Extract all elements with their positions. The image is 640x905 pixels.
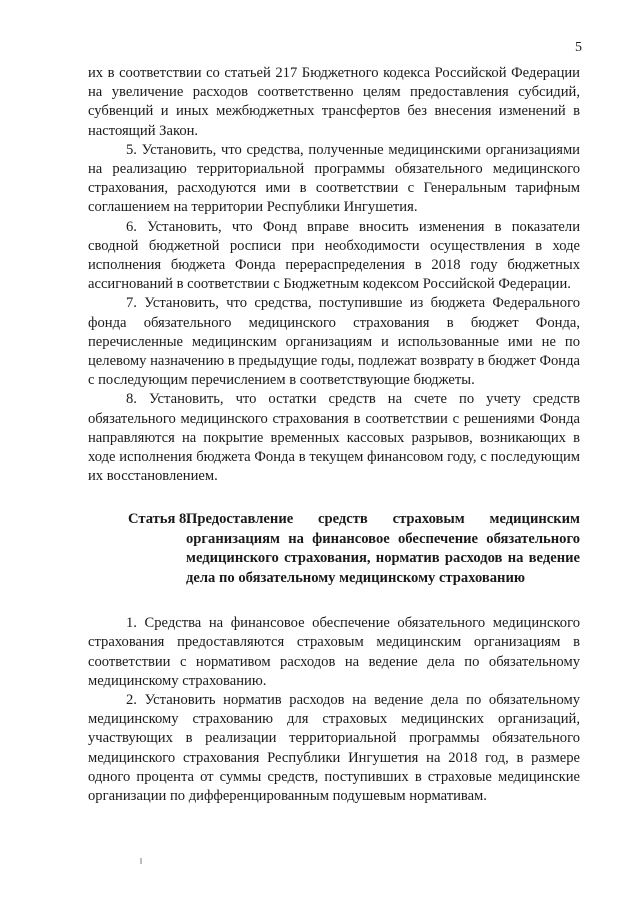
document-body — [88, 64, 580, 806]
paragraph-item-6: 6. Установить, что Фонд вправе вносить изменения в показатели сводной бюджетной росписи при необходимости осуществления в ходе исполнения бюджета Фонда перераспределения в 2018 году бюджетных ассигнований в соответствии с Бюджетным кодексом Российской Федерации. — [88, 218, 580, 293]
paragraph-continuation: их в соответствии со статьей 217 Бюджетного кодекса Российской Федерации на увеличение расходов соответственно целям предоставления субсидий, субвенций и иных межбюджетных трансфертов без внесения изменений в настоящий Закон. — [88, 65, 580, 139]
article-title: Предоставление средств страховым медицинским организациям на финансовое обеспечение обязательного медицинского страхования, норматив расходов на ведение дела по обязательному медицинскому страхованию — [186, 511, 580, 586]
article-paragraph-2: 2. Установить норматив расходов на ведение дела по обязательному медицинскому страхованию для страховых медицинских организаций, участвующих в реализации территориальной программы обязательного медицинского страхования Республики Ингушетия на 2018 год, в размере одного процента от суммы средств, поступивших в страховые медицинские организации по дифференцированным подушевым нормативам. — [88, 691, 580, 804]
page-number: 5 — [575, 40, 582, 55]
article-number: Статья 8. — [128, 511, 190, 528]
article-heading — [88, 510, 580, 588]
article-paragraph-1: 1. Средства на финансовое обеспечение обязательного медицинского страхования предоставляются страховым медицинским организациям в соответствии с нормативом расходов на ведение дела по обязательному медицинскому страхованию. — [88, 615, 580, 689]
scan-mark — [140, 858, 142, 864]
paragraph-item-8: 8. Установить, что остатки средств на счете по учету средств обязательного медицинского страхования в соответствии с решениями Фонда направляются на покрытие временных кассовых разрывов, возникающих в ходе исполнения бюджета Фонда в текущем финансовом году, с последующим их восстановлением. — [88, 391, 580, 485]
paragraph-item-7: 7. Установить, что средства, поступившие из бюджета Федерального фонда обязательного медицинского страхования в бюджет Фонда, перечисленные медицинским организациям и использованные ими не по целевому назначению в предыдущие годы, подлежат возврату в бюджет Фонда с последующим перечислением в соответствующие бюджеты. — [88, 295, 580, 389]
paragraph-item-5: 5. Установить, что средства, полученные медицинскими организациями на реализацию территориальной программы обязательного медицинского страхования, расходуются ими в соответствии с Генеральным тарифным соглашением на территории Республики Ингушетия. — [88, 141, 580, 216]
